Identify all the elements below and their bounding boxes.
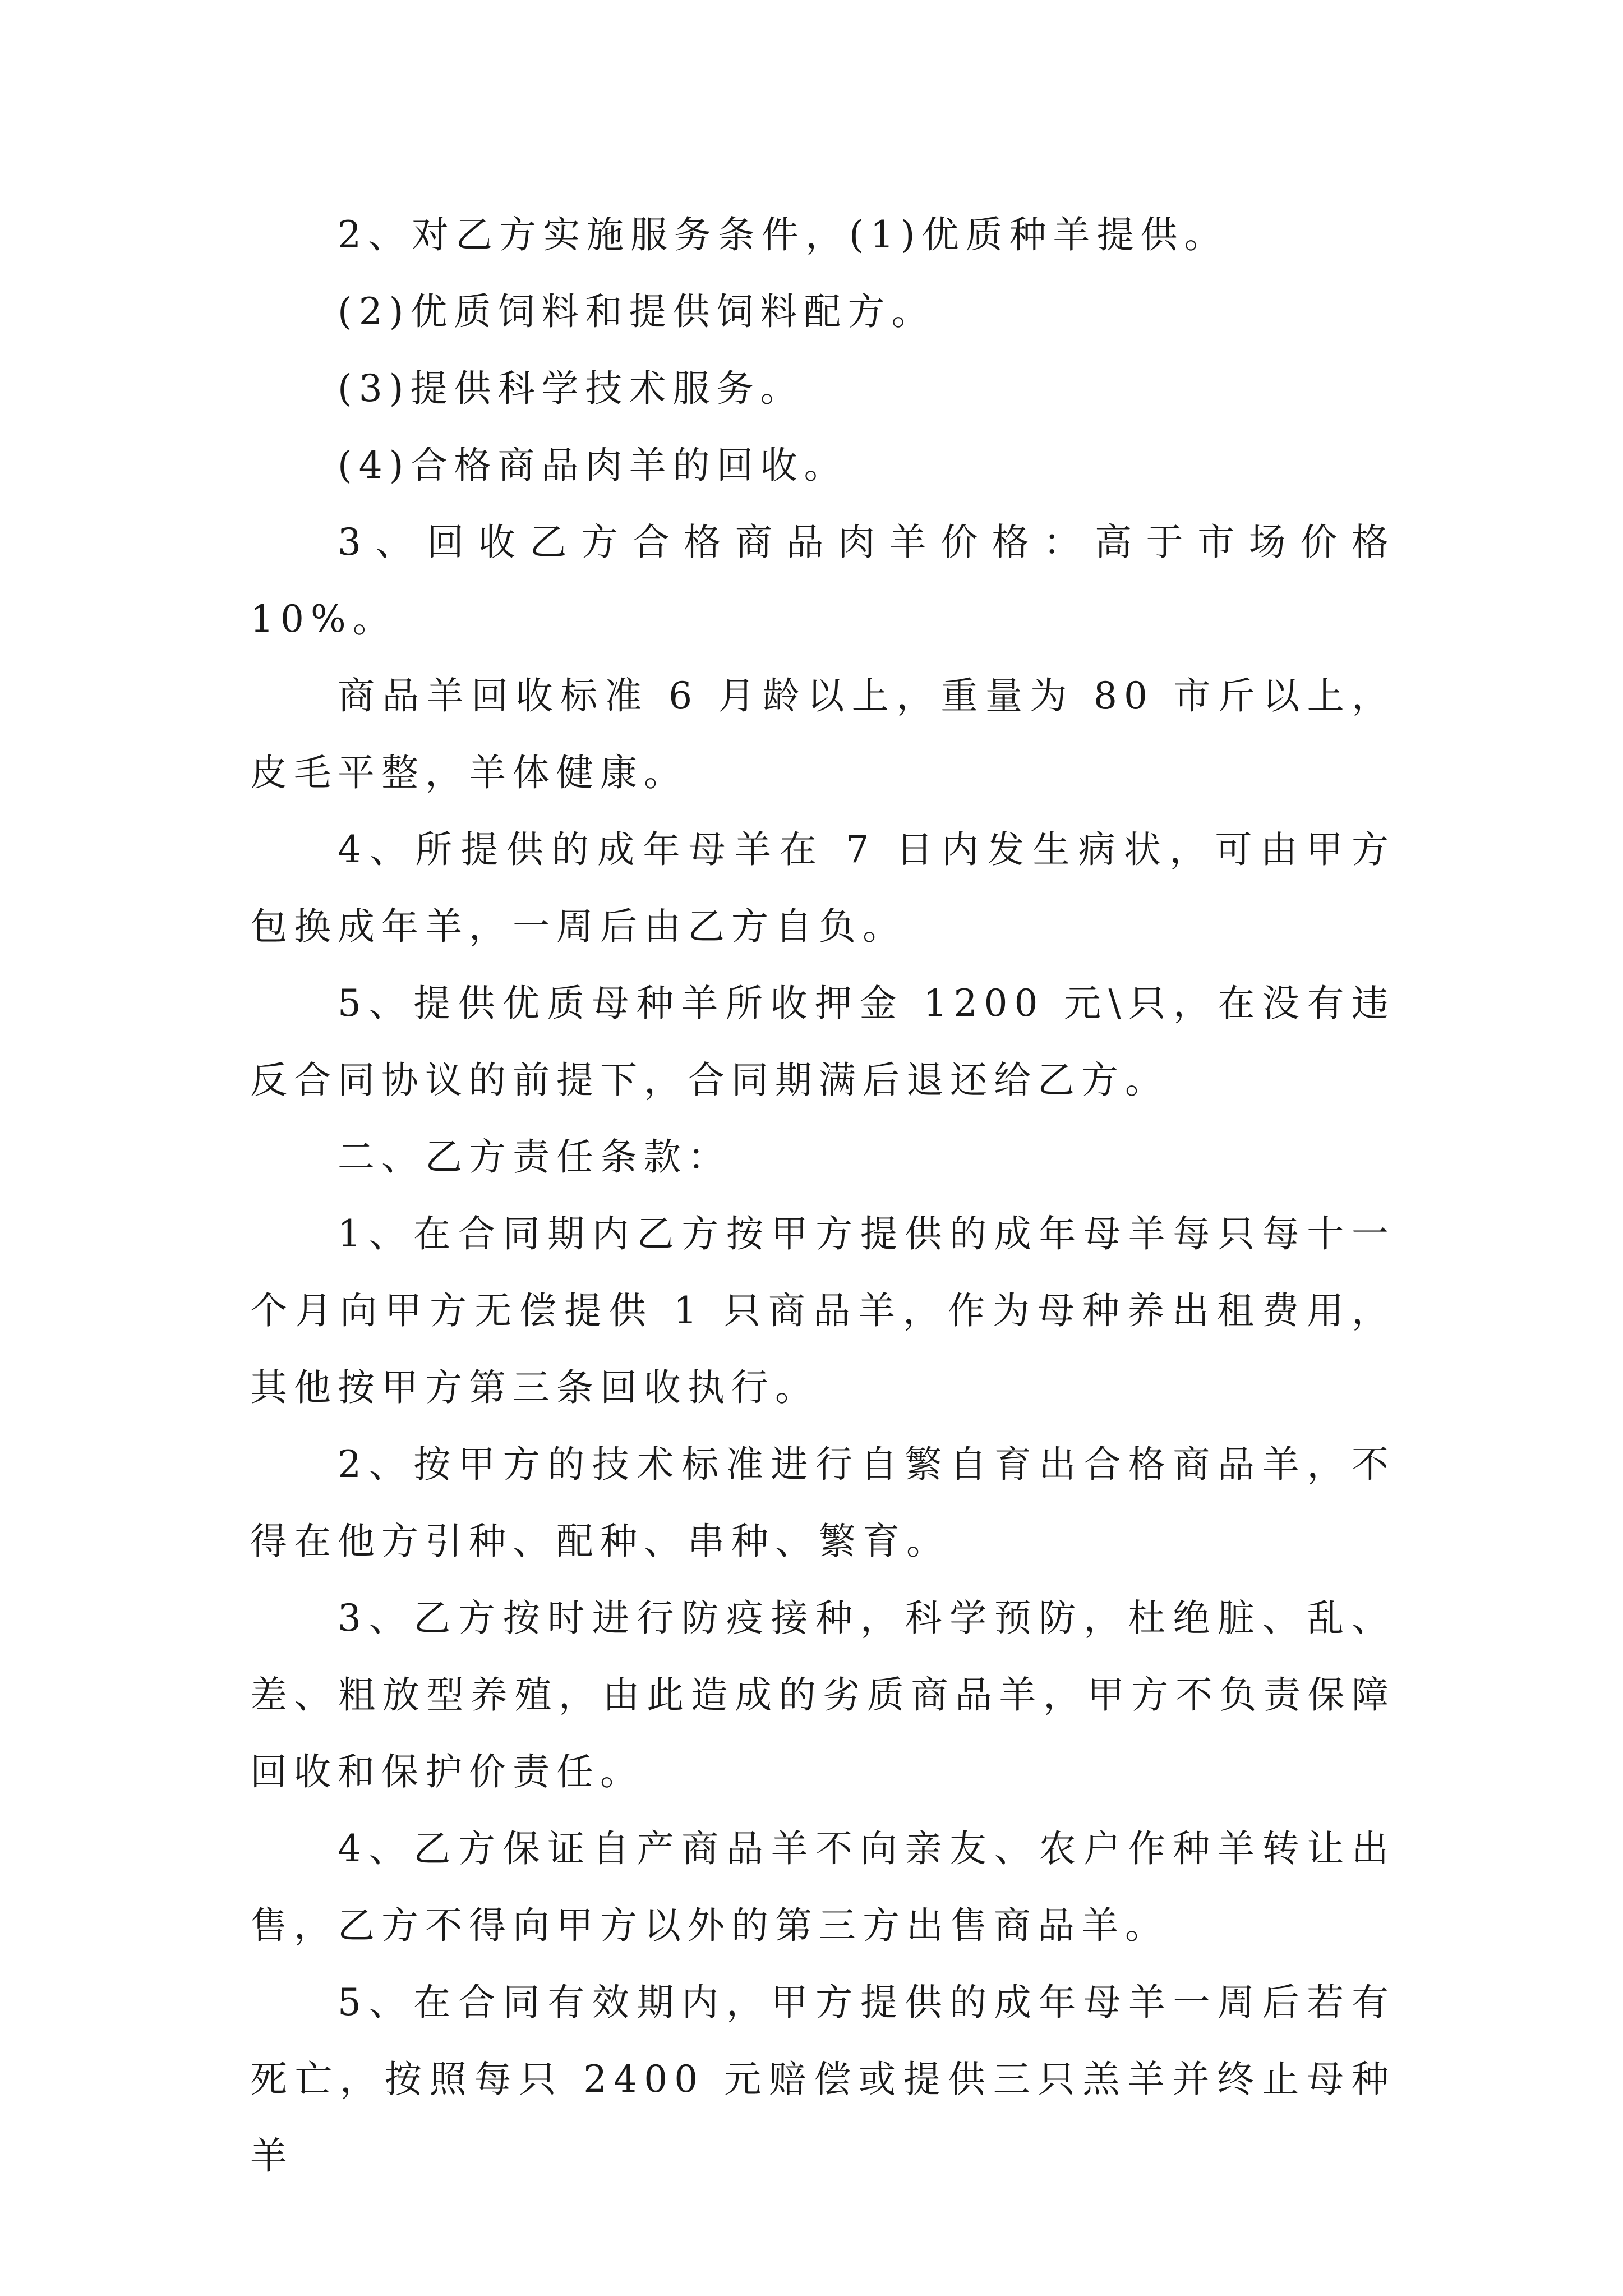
paragraph-deposit: 5、提供优质母种羊所收押金 1200 元\只，在没有违反合同协议的前提下，合同期满后退还给乙方。 (250, 982, 1395, 1102)
paragraph-purchase-standard: 商品羊回收标准 6 月龄以上，重量为 80 市斤以上，皮毛平整，羊体健康。 (250, 674, 1395, 794)
paragraph-feed-supply: (2)优质饲料和提供饲料配方。 (338, 290, 935, 333)
paragraph-breeding-standard: 2、按甲方的技术标准进行自繁自育出合格商品羊，不得在他方引种、配种、串种、繁育。 (250, 1443, 1395, 1563)
paragraph-death-compensation: 5、在合同有效期内，甲方提供的成年母羊一周后若有死亡，按照每只 2400 元赔偿或提供三只羔羊并终止母种羊 (250, 1981, 1395, 2178)
paragraph-tech-service: (3)提供科学技术服务。 (338, 367, 804, 410)
paragraph-service-conditions: 2、对乙方实施服务条件，(1)优质种羊提供。 (338, 213, 1228, 256)
paragraph-replacement: 4、所提供的成年母羊在 7 日内发生病状，可由甲方包换成年羊，一周后由乙方自负。 (250, 828, 1395, 948)
paragraph-recycling: (4)合格商品肉羊的回收。 (338, 444, 848, 487)
paragraph-sales-restriction: 4、乙方保证自产商品羊不向亲友、农户作种羊转让出售，乙方不得向甲方以外的第三方出售商品羊。 (250, 1827, 1395, 1947)
document-body (250, 196, 1395, 2194)
paragraph-epidemic-prevention: 3、乙方按时进行防疫接种，科学预防，杜绝脏、乱、差、粗放型养殖，由此造成的劣质商品羊，甲方不负责保障回收和保护价责任。 (250, 1596, 1395, 1793)
section-heading-party-b: 二、乙方责任条款： (338, 1135, 731, 1179)
paragraph-purchase-price: 3、回收乙方合格商品肉羊价格：高于市场价格 10%。 (250, 521, 1395, 641)
paragraph-rental-fee: 1、在合同期内乙方按甲方提供的成年母羊每只每十一个月向甲方无偿提供 1 只商品羊，作为母种养出租费用，其他按甲方第三条回收执行。 (250, 1212, 1395, 1409)
